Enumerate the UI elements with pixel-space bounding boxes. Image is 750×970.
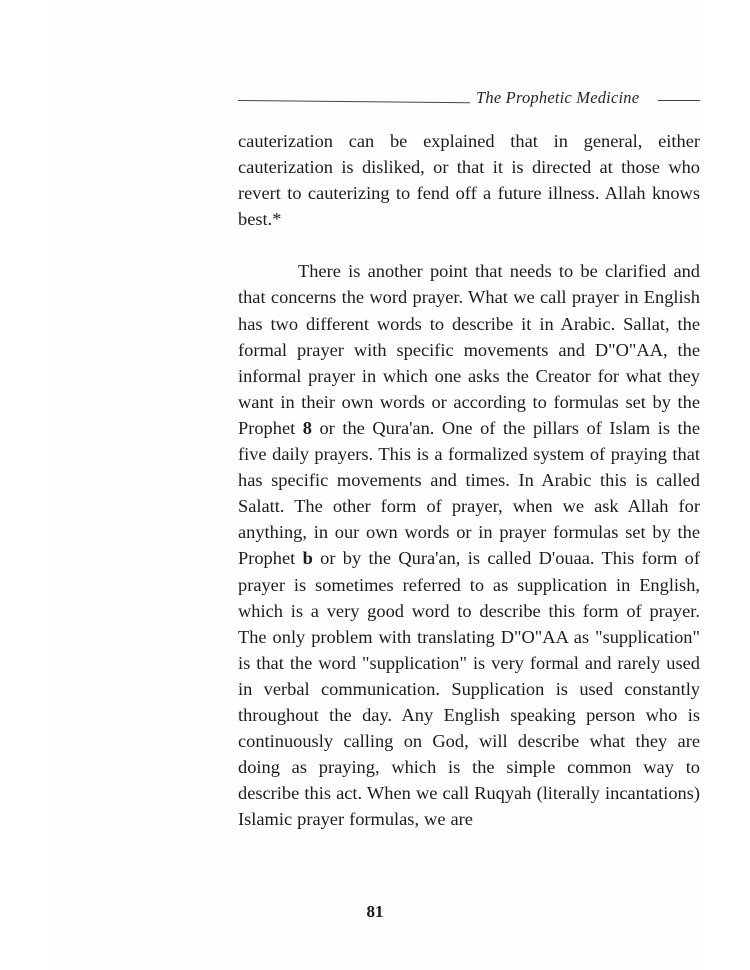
book-title: The Prophetic Medicine — [476, 88, 640, 107]
paragraph-prayer-part-2: or the Qura'an. One of the pillars of Islam is the five daily prayers. This is a formalized system of praying that has specific movements and times. In Arabic this is called Salatt. The other form of prayer, when we ask Allah for anything, in our own words or in prayer formulas set by the Prophet — [238, 417, 700, 569]
header-rule-left — [238, 100, 470, 103]
paragraph-prayer-part-1: There is another point that needs to be clarified and that concerns the word prayer. What we call prayer in English has two different words to describe it in Arabic. Sallat, the formal prayer with specific movements and D"O"AA, the informal prayer in which one asks the Creator for what they want in their own words or according to formulas set by the Prophet — [238, 261, 700, 438]
prophet-honorific-symbol-second: b — [302, 548, 313, 569]
prophet-honorific-symbol-first: 8 — [302, 417, 312, 438]
page-number: 81 — [366, 902, 384, 921]
paragraph-prayer-part-3: or by the Qura'an, is called D'ouaa. This form of prayer is sometimes referred to as supplication in English, which is a very good word to describe this form of prayer. The only problem with translating D"O"AA as "supplication" is that the word "supplication" is very formal and rarely used in verbal communication. Supplication is used constantly throughout the day. Any English speaking person who is continuously calling on God, will describe what they are doing as praying, which is the simple common way to describe this act. When we call Ruqyah (literally incantations) Islamic prayer formulas, we are — [238, 548, 700, 830]
body-text-column — [238, 128, 700, 832]
paragraph-prayer — [238, 258, 700, 832]
scanned-page-sheet — [48, 0, 700, 970]
header-rule-right — [658, 100, 700, 101]
paragraph-cauterization: cauterization can be explained that in general, either cauterization is disliked, or that it is directed at those who revert to cauterizing to fend off a future illness. Allah knows best.* — [238, 131, 700, 230]
paragraph-spacer — [238, 232, 700, 258]
running-header — [238, 88, 700, 112]
